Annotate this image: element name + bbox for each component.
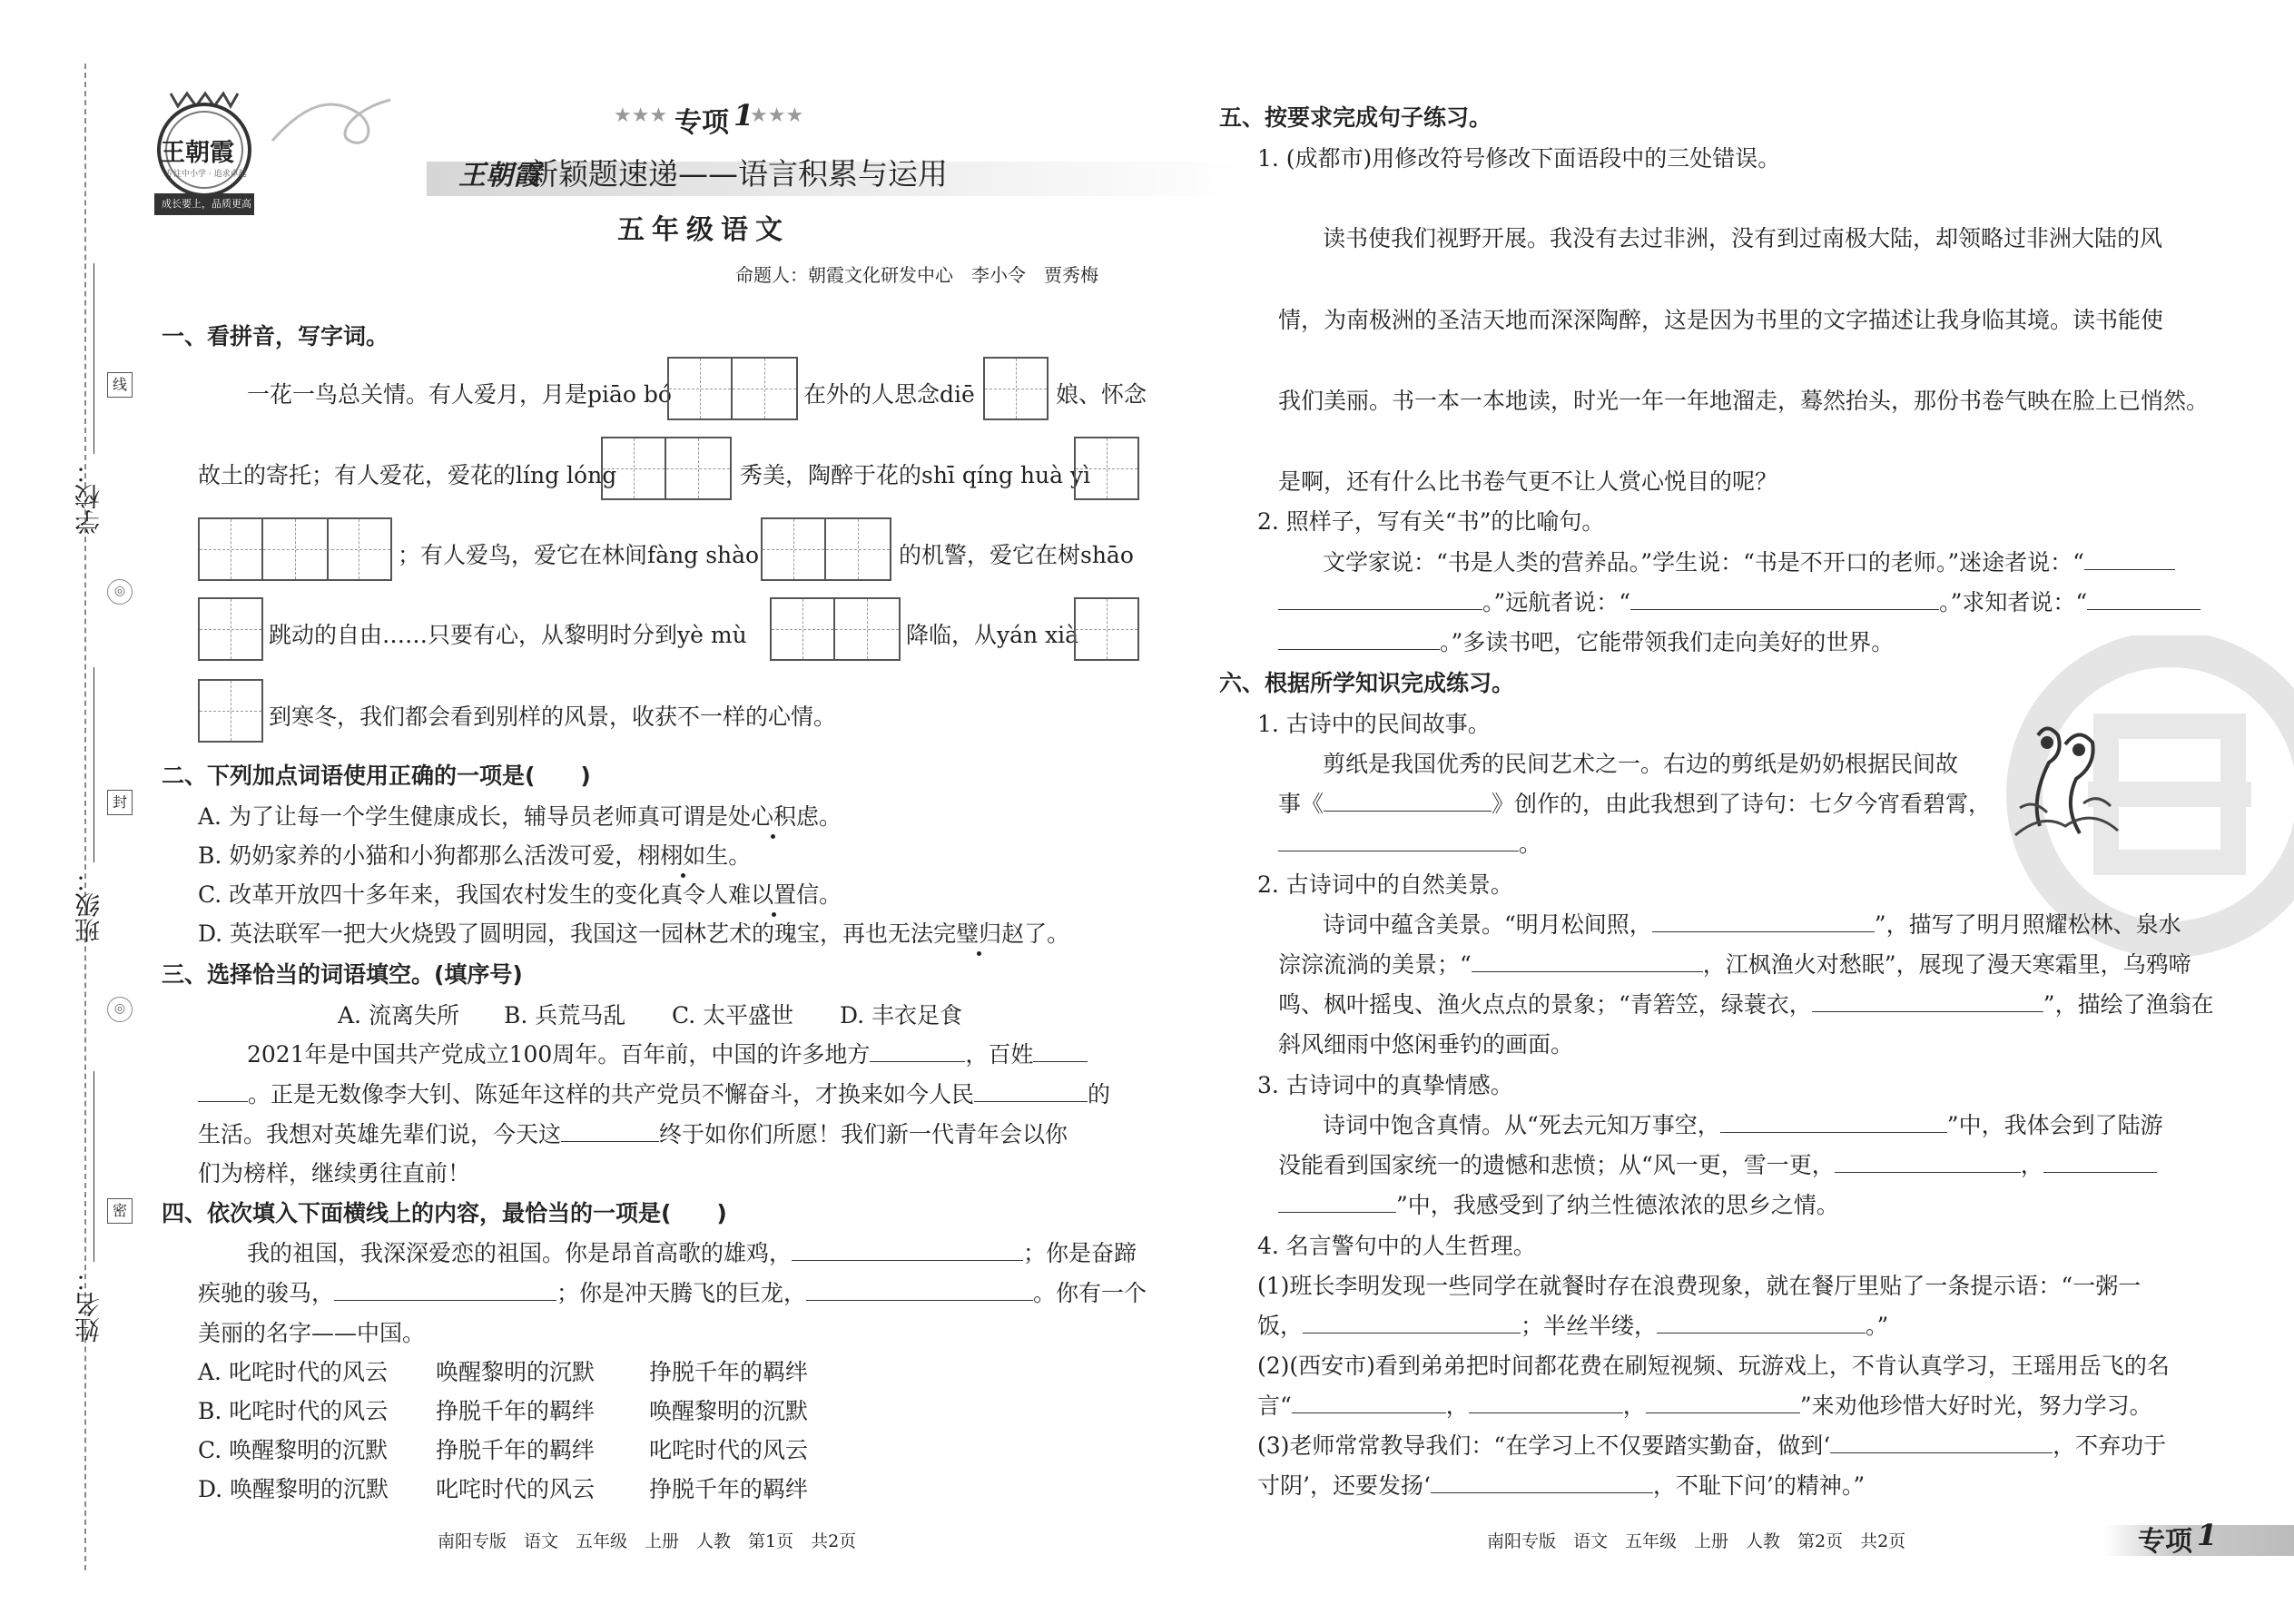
blank-line[interactable] bbox=[2084, 549, 2175, 570]
logo-small-text: 专注中小学 · 追求卓越 bbox=[165, 170, 247, 179]
tianzige-box[interactable] bbox=[835, 597, 901, 661]
tianzige-box[interactable] bbox=[826, 517, 891, 581]
seal-line-mark: 线 bbox=[107, 372, 133, 398]
q5-example: 。”多读书吧，它能带领我们走向美好的世界。 bbox=[1278, 625, 1894, 657]
q1-text: 秀美，陶醉于花的shī qíng huà yì bbox=[740, 462, 1091, 488]
q4-option-b: 挣脱千年的羁绊 bbox=[436, 1398, 596, 1424]
q6-sub4: 4. 名言警句中的人生哲理。 bbox=[1257, 1233, 1536, 1259]
q6-sub2: 2. 古诗词中的自然美景。 bbox=[1257, 871, 1513, 898]
q4-option-b: B. 叱咤时代的风云 bbox=[198, 1398, 389, 1424]
q4-option-a: 唤醒黎明的沉默 bbox=[436, 1359, 596, 1385]
q5-example: 。”远航者说：“ 。”求知者说：“ bbox=[1278, 585, 2200, 617]
blank-line[interactable] bbox=[1292, 1393, 1446, 1413]
q2-title: 二、下列加点词语使用正确的一项是( ) bbox=[162, 763, 591, 789]
q1-text: 跳动的自由……只要有心，从黎明时分到yè mù bbox=[269, 622, 747, 648]
tianzige-box[interactable] bbox=[198, 597, 263, 661]
logo-ribbon-text: 成长要上，品质更高 bbox=[162, 198, 251, 210]
class-label: 班级： bbox=[74, 867, 103, 943]
q6-text: (2)(西安市)看到弟弟把时间都花费在刷短视频、玩游戏上，不肯认真学习，王瑶用岳飞的名 bbox=[1257, 1353, 2170, 1379]
subject-title: 五年级语文 bbox=[617, 214, 790, 246]
tianzige-box[interactable] bbox=[198, 517, 263, 581]
authors: 命题人：朝霞文化研发中心 李小令 贾秀梅 bbox=[735, 264, 1098, 286]
q6-text: 饭， ；半丝半缕， 。” bbox=[1257, 1313, 1889, 1339]
q6-text: 剪纸是我国优秀的民间艺术之一。右边的剪纸是奶奶根据民间故 bbox=[1323, 751, 1959, 777]
q6-sub3: 3. 古诗词中的真挚情感。 bbox=[1257, 1072, 1513, 1098]
blank-line[interactable] bbox=[806, 1280, 1033, 1301]
page-title: 新颖题速递——语言积累与运用 bbox=[528, 156, 948, 192]
special-label: 专项 bbox=[674, 107, 729, 139]
blank-line[interactable] bbox=[2043, 1152, 2157, 1173]
q5-paragraph: 情，为南极洲的圣洁天地而深深陶醉，这是因为书里的文字描述让我身临其境。读书能使 bbox=[1278, 307, 2164, 333]
q3-option-c: C. 太平盛世 bbox=[672, 1002, 794, 1029]
q6-text: 诗词中蕴含美景。“明月松间照， ”，描写了明月照耀松林、泉水 bbox=[1323, 911, 2181, 938]
blank-line[interactable] bbox=[198, 1081, 248, 1102]
tianzige-box[interactable] bbox=[1074, 437, 1139, 500]
q1-text: 的机警，爱它在树shāo bbox=[899, 542, 1134, 568]
q1-text: 到寒冬，我们都会看到别样的风景，收获不一样的心情。 bbox=[269, 704, 837, 730]
q4-option-a: A. 叱咤时代的风云 bbox=[198, 1359, 388, 1385]
blank-line[interactable] bbox=[1469, 1393, 1623, 1413]
blank-line[interactable] bbox=[2087, 589, 2200, 610]
q4-title: 四、依次填入下面横线上的内容，最恰当的一项是( ) bbox=[162, 1200, 727, 1226]
q6-text: (1)班长李明发现一些同学在就餐时存在浪费现象，就在餐厅里贴了一条提示语：“一粥一 bbox=[1257, 1273, 2141, 1299]
q3-passage: 生活。我想对英雄先辈们说，今天这 终于如你们所愿！我们新一代青年会以你 bbox=[198, 1121, 1068, 1147]
ribbon-decoration-icon bbox=[268, 86, 395, 159]
blank-line[interactable] bbox=[1324, 791, 1492, 812]
q4-option-c: C. 唤醒黎明的沉默 bbox=[198, 1437, 389, 1463]
q5-paragraph: 读书使我们视野开展。我没有去过非洲，没有到过南极大陆，却领略过非洲大陆的风 bbox=[1323, 225, 2163, 251]
binding-circle-icon: ◎ bbox=[107, 579, 133, 605]
q2-option-b: B. 奶奶家养的小猫和小狗都那么活泼可爱，栩栩如生。 bbox=[198, 838, 751, 871]
logo-text: 王朝霞 bbox=[161, 139, 234, 167]
q6-text: 寸阴’，还要发扬‘ ，不耻下问’的精神。” bbox=[1257, 1472, 1866, 1499]
q4-passage: 美丽的名字——中国。 bbox=[198, 1320, 426, 1346]
q6-text: ”中，我感受到了纳兰性德浓浓的思乡之情。 bbox=[1278, 1187, 1839, 1220]
tianzige-box[interactable] bbox=[601, 437, 666, 500]
q6-text: 诗词中饱含真情。从“死去元知万事空， ”中，我体会到了陆游 bbox=[1323, 1112, 2163, 1138]
tianzige-box[interactable] bbox=[733, 357, 798, 420]
blank-line[interactable] bbox=[1278, 831, 1519, 851]
seal-seal-mark: 封 bbox=[107, 790, 133, 815]
q5-paragraph: 我们美丽。书一本一本地读，时光一年一年地溜走，蓦然抬头，那份书卷气映在脸上已悄然。 bbox=[1278, 388, 2210, 414]
blank-line[interactable] bbox=[1830, 1432, 2053, 1453]
q6-text: 鸣、枫叶摇曳、渔火点点的景象；“青箬笠，绿蓑衣， ”，描绘了渔翁在 bbox=[1278, 991, 2214, 1018]
q5-title: 五、按要求完成句子练习。 bbox=[1219, 104, 1492, 131]
q3-option-b: B. 兵荒马乱 bbox=[504, 1002, 626, 1029]
tianzige-box[interactable] bbox=[667, 357, 733, 420]
q6-text: 言“ ， ， ”来劝他珍惜大好时光，努力学习。 bbox=[1257, 1393, 2152, 1419]
tianzige-box[interactable] bbox=[983, 357, 1049, 420]
seal-secret-mark: 密 bbox=[107, 1198, 133, 1224]
q6-text: 没能看到国家统一的遗憾和悲愤；从“风一更，雪一更， ， bbox=[1278, 1147, 2157, 1180]
school-label: 学校： bbox=[74, 458, 103, 535]
q2-option-a: A. 为了让每一个学生健康成长，辅导员老师真可谓是处心积虑。 bbox=[198, 799, 842, 832]
blank-line[interactable] bbox=[792, 1240, 1023, 1261]
q4-option-d: D. 唤醒黎明的沉默 bbox=[198, 1476, 389, 1502]
tianzige-box[interactable] bbox=[666, 437, 732, 500]
q6-text: 事《 》创作的，由此我想到了诗句：七夕今宵看碧霄， bbox=[1278, 791, 1992, 817]
blank-line[interactable] bbox=[1646, 1393, 1800, 1413]
q6-sub1: 1. 古诗中的民间故事。 bbox=[1257, 711, 1491, 737]
tianzige-box[interactable] bbox=[770, 597, 835, 661]
q1-text: 一花一鸟总关情。有人爱月，月是piāo bó bbox=[247, 381, 672, 408]
tianzige-box[interactable] bbox=[327, 517, 392, 581]
q5-paragraph: 是啊，还有什么比书卷气更不让人赏心悦目的呢？ bbox=[1278, 468, 1778, 495]
q4-passage: 我的祖国，我深深爱恋的祖国。你是昂首高歌的雄鸡， ；你是奋蹄 bbox=[247, 1240, 1137, 1266]
q1-text: ；有人爱鸟，爱它在林间fàng shào bbox=[398, 542, 760, 568]
q3-passage: 。正是无数像李大钊、陈延年这样的共产党员不懈奋斗，才换来如今人民 的 bbox=[198, 1077, 1110, 1109]
q6-text: 淙淙流淌的美景；“ ，江枫渔火对愁眠”，展现了漫天寒霜里，乌鸦啼 bbox=[1278, 951, 2191, 978]
corner-label: 专项 bbox=[2138, 1526, 2192, 1558]
q2-option-d: D. 英法联军一把大火烧毁了圆明园，我国这一园林艺术的瑰宝，再也无法完璧归赵了。 bbox=[198, 916, 1069, 949]
papercut-image bbox=[2011, 717, 2120, 853]
blank-line[interactable] bbox=[1303, 1313, 1521, 1334]
corner-number: 1 bbox=[2197, 1518, 2218, 1552]
q4-option-c: 挣脱千年的羁绊 bbox=[436, 1437, 596, 1463]
blank-line[interactable] bbox=[1657, 1313, 1866, 1334]
q5-sub2: 2. 照样子，写有关“书”的比喻句。 bbox=[1257, 508, 1605, 535]
footer-left: 南阳专版 语文 五年级 上册 人教 第1页 共2页 bbox=[438, 1531, 857, 1551]
title-stars-left: ★★★ bbox=[614, 104, 668, 127]
blank-line[interactable] bbox=[1472, 951, 1703, 972]
blank-line[interactable] bbox=[974, 1081, 1088, 1102]
tianzige-box[interactable] bbox=[198, 679, 263, 743]
q6-text: 斜风细雨中悠闲垂钓的画面。 bbox=[1278, 1031, 1574, 1058]
q3-option-d: D. 丰衣足食 bbox=[840, 1002, 963, 1029]
blank-line[interactable] bbox=[1278, 1192, 1396, 1213]
blank-line[interactable] bbox=[870, 1041, 965, 1062]
q6-text: 。 bbox=[1278, 826, 1541, 859]
q4-passage: 疾驰的骏马， ；你是冲天腾飞的巨龙， 。你有一个 bbox=[198, 1280, 1147, 1306]
blank-line[interactable] bbox=[1278, 629, 1440, 650]
blank-line[interactable] bbox=[1720, 1112, 1947, 1133]
blank-line[interactable] bbox=[561, 1121, 659, 1142]
q4-option-d: 挣脱千年的羁绊 bbox=[649, 1476, 809, 1502]
special-number: 1 bbox=[733, 98, 754, 133]
blank-line[interactable] bbox=[334, 1280, 556, 1301]
q4-option-b: 唤醒黎明的沉默 bbox=[649, 1398, 809, 1424]
q1-text: 在外的人思念diē bbox=[803, 381, 975, 408]
q4-option-c: 叱咤时代的风云 bbox=[649, 1437, 809, 1463]
blank-line[interactable] bbox=[1033, 1041, 1088, 1062]
blank-line[interactable] bbox=[1431, 1472, 1653, 1493]
title-stars-right: ★★★ bbox=[750, 104, 804, 127]
q1-title: 一、看拼音，写字词。 bbox=[162, 323, 389, 349]
blank-line[interactable] bbox=[1652, 911, 1875, 932]
q4-option-a: 挣脱千年的羁绊 bbox=[649, 1359, 809, 1385]
footer-right: 南阳专版 语文 五年级 上册 人教 第2页 共2页 bbox=[1487, 1531, 1906, 1551]
q3-option-a: A. 流离失所 bbox=[338, 1002, 459, 1029]
blank-line[interactable] bbox=[1278, 589, 1482, 610]
q3-passage: 2021年是中国共产党成立100周年。百年前，中国的许多地方 ，百姓 bbox=[247, 1037, 1088, 1069]
q2-option-c: C. 改革开放四十多年来，我国农村发生的变化真令人难以置信。 bbox=[198, 877, 842, 910]
q4-option-d: 叱咤时代的风云 bbox=[436, 1476, 596, 1502]
name-label: 姓名： bbox=[74, 1266, 103, 1343]
tianzige-box[interactable] bbox=[263, 517, 329, 581]
q1-text: 故土的寄托；有人爱花，爱花的líng lóng bbox=[198, 462, 617, 488]
blank-line[interactable] bbox=[1812, 991, 2043, 1012]
binding-dashed-line bbox=[84, 64, 86, 1570]
q5-example: 文学家说：“书是人类的营养品。”学生说：“书是不开口的老师。”迷途者说：“ bbox=[1323, 545, 2175, 577]
tianzige-box[interactable] bbox=[1074, 597, 1139, 661]
q3-title: 三、选择恰当的词语填空。(填序号) bbox=[162, 961, 523, 988]
blank-line[interactable] bbox=[1630, 589, 1939, 610]
blank-line[interactable] bbox=[1835, 1152, 2021, 1173]
q1-text: 降临，从yán xià bbox=[906, 622, 1079, 648]
q3-passage: 们为榜样，继续勇往直前！ bbox=[198, 1160, 471, 1186]
brand-name: 王朝霞 bbox=[458, 160, 540, 192]
q6-text: (3)老师常常教导我们：“在学习上不仅要踏实勤奋，做到‘ ，不弃功于 bbox=[1257, 1432, 2167, 1459]
binding-circle-icon: ◎ bbox=[107, 997, 133, 1022]
tianzige-box[interactable] bbox=[761, 517, 826, 581]
q1-text: 娘、怀念 bbox=[1056, 381, 1147, 408]
q5-sub1: 1. (成都市)用修改符号修改下面语段中的三处错误。 bbox=[1257, 145, 1781, 172]
q6-title: 六、根据所学知识完成练习。 bbox=[1219, 670, 1515, 696]
